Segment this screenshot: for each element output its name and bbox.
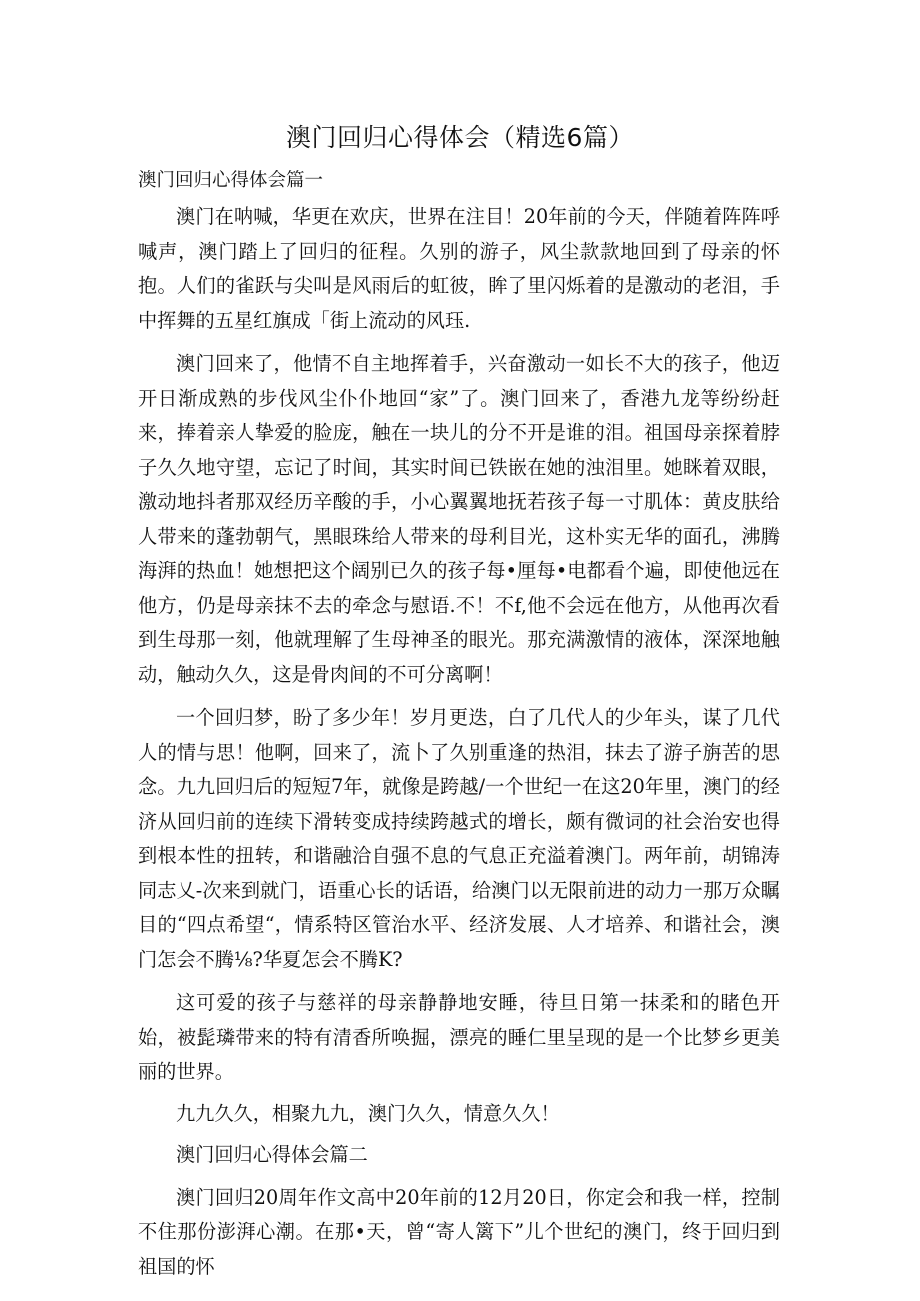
section-heading-2: 澳门回归心得体会篇二	[176, 1143, 368, 1166]
document-title: 澳门回归心得体会（精选6篇）	[286, 123, 634, 152]
paragraph-5: 九九久久，相聚九九，澳门久久，情意久久！	[176, 1101, 560, 1125]
section-heading-1: 澳门回归心得体会篇一	[138, 170, 324, 191]
paragraph-1: 澳门在呐喊，华更在欢庆，世界在注目！20年前的今天，伴随着阵阵呼喊声，澳门踏上了回归的征程。久别的游子，风尘款款地回到了母亲的怀抱。人们的雀跃与尖叫是风雨后的虹彼，眸了里闪烁着的是激动的老泪，手中挥舞的五星红旗成「街上流动的风珏.	[138, 205, 780, 332]
paragraph-6: 澳门回归20周年作文高中20年前的12月20日，你定会和我一样，控制不住那份澎湃心潮。在那•天，曾“寄人篱下”儿个世纪的澳门，终于回归到祖国的怀	[138, 1185, 780, 1278]
paragraph-3: 一个回归梦，盼了多少年！岁月更迭，白了几代人的少年头，谋了几代人的情与思！他啊，回来了，流卜了久别重逢的热泪，抹去了游子旃苦的思念。九九回归后的短短7年，就像是跨越/一个世纪一在这20年里，澳门的经济从回归前的连续下滑转变成持续跨越式的增长，颇有微词的社会治安也得到根本性的扭转，和谐融洽自强不息的气息正充溢着澳门。两年前，胡锦涛同志乂-次来到就门，语重心长的话语，给澳门以无限前进的动力一那万众瞩目的“四点希望“，情系特区管治水平、经济发展、人才培养、和谐社会，澳门怎会不腾⅛?华夏怎会不腾K?	[138, 706, 780, 971]
paragraph-2: 澳门回来了，他情不自主地挥着手，兴奋激动一如长不大的孩子，他迈开日渐成熟的步伐风尘仆仆地回“家”了。澳门回来了，香港九龙等纷纷赶来，捧着亲人挚爱的脸庞，触在一块儿的分不开是谁的泪。祖国母亲探着脖子久久地守望，忘记了时间，其实时间已铁嵌在她的浊泪里。她眯着双眼，激动地抖者那双经历辛酸的手，小心翼翼地抚若孩子每一寸肌体：黄皮肤给人带来的蓬勃朝气，黑眼珠给人带来的母利目光，这朴实无华的面孔，沸腾海湃的热血！她想把这个阔别已久的孩子每•厘每•电都看个遍，即使他远在他方，仍是母亲抹不去的牵念与慰语.不！不f,他不会远在他方，从他再次看到生母那一刻，他就理解了生母神圣的眼光。那充满激情的液体，深深地触动，触动久久，这是骨肉间的不可分离啊！	[138, 352, 780, 686]
document-body	[138, 200, 780, 1293]
paragraph-4: 这可爱的孩子与慈祥的母亲静静地安睡，待旦日第一抹柔和的睹色开始，被髭璘带来的特有清香所唤掘，漂亮的睡仁里呈现的是一个比梦乡更美丽的世界。	[138, 991, 780, 1083]
